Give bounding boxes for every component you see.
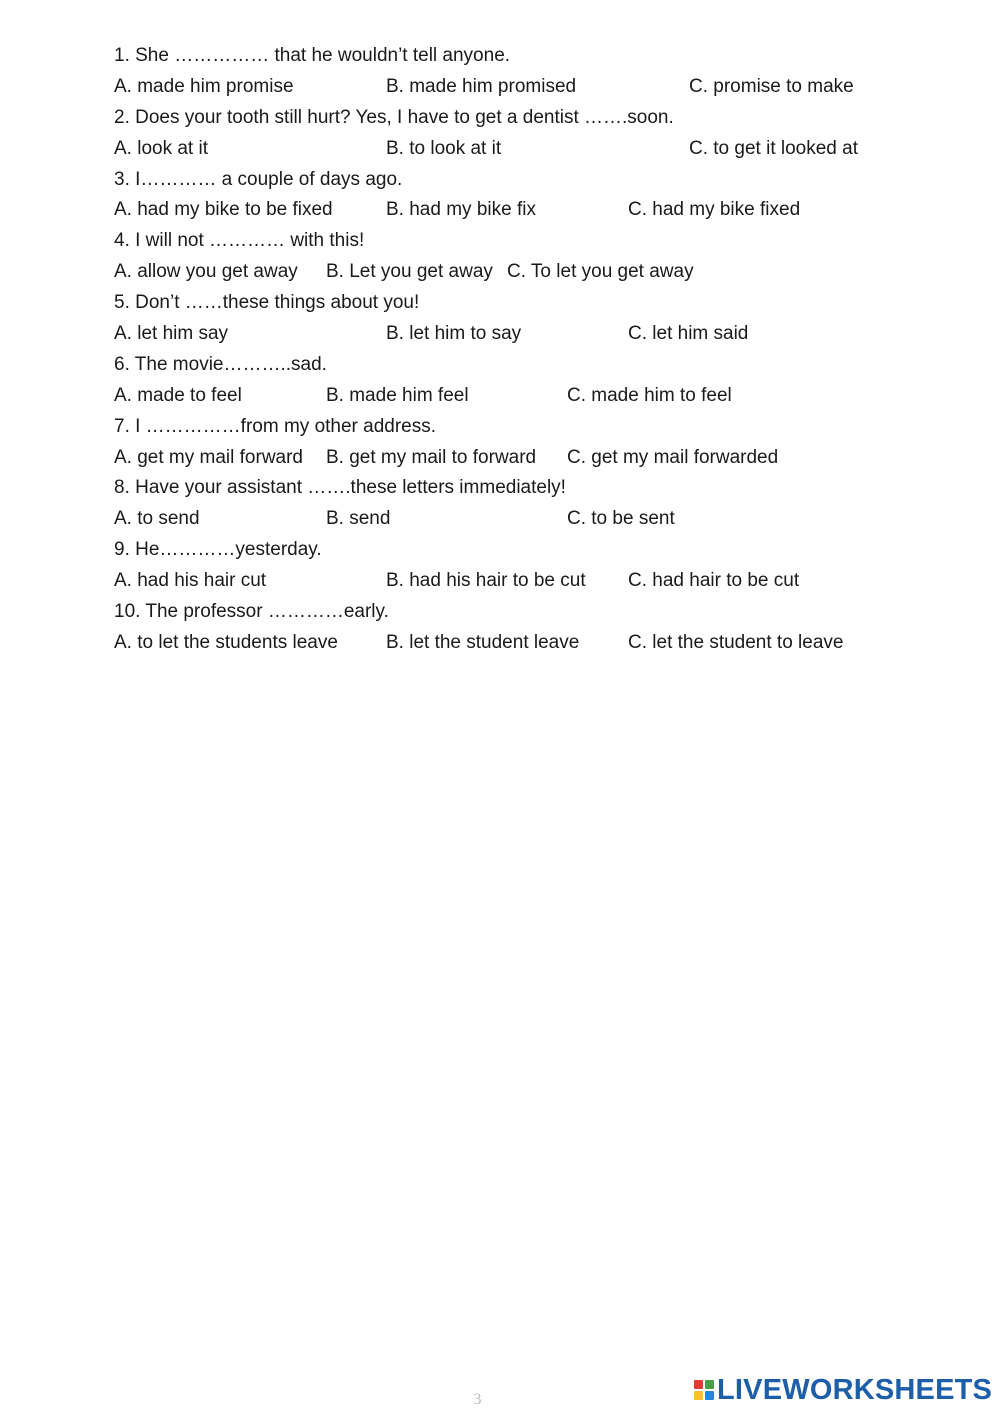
logo-square-blue [705,1391,714,1400]
question-3-options [114,195,894,226]
question-4-stem: 4. I will not ………… with this! [114,230,365,252]
question-3-option-b: B. had my bike fix [386,199,536,221]
question-3-option-c: C. had my bike fixed [628,199,801,221]
question-9-option-c: C. had hair to be cut [628,570,800,592]
question-2-option-b: B. to look at it [386,137,502,159]
question-5-option-a: A. let him say [114,323,229,345]
question-7-option-b: B. get my mail to forward [326,446,537,468]
question-6-options [114,381,894,412]
question-8-stem: 8. Have your assistant …….these letters immediately! [114,477,566,499]
question-2-options [114,134,894,165]
question-8-option-a: A. to send [114,508,200,530]
question-7-option-a: A. get my mail forward [114,446,303,468]
question-4-option-c: C. To let you get away [507,261,694,283]
question-10-option-c: C. let the student to leave [628,631,844,653]
question-8-option-b: B. send [326,508,391,530]
logo-square-yellow [694,1391,703,1400]
question-10-stem: 10. The professor …………early. [114,601,389,623]
page-number: 3 [473,1391,482,1408]
question-3-stem: 3. I………… a couple of days ago. [114,168,403,190]
worksheet [114,41,894,659]
question-6-option-a: A. made to feel [114,384,242,406]
question-6-option-c: C. made him to feel [567,384,732,406]
question-1-stem: 1. She …………… that he wouldn’t tell anyone. [114,45,511,66]
question-6-option-b: B. made him feel [326,384,469,406]
question-5-stem: 5. Don’t ……these things about you! [114,292,420,314]
question-7-option-c: C. get my mail forwarded [567,446,779,468]
question-1-options [114,72,894,103]
question-10-option-b: B. let the student leave [386,631,580,653]
question-4-option-a: A. allow you get away [114,261,298,283]
liveworksheets-logo [694,1372,992,1408]
question-5-options [114,319,894,350]
question-10-options [114,628,894,659]
question-2-option-a: A. look at it [114,137,208,159]
question-4-option-b: B. Let you get away [326,261,493,283]
question-7-stem: 7. I ……………from my other address. [114,415,437,437]
question-9-options [114,566,894,597]
question-2-option-c: C. to get it looked at [689,137,858,159]
brand-name: LIVEWORKSHEETS [717,1373,993,1406]
question-1-option-b: B. made him promised [386,75,577,97]
question-8-option-c: C. to be sent [567,508,675,530]
question-1-option-c: C. promise to make [689,75,854,97]
question-3-option-a: A. had my bike to be fixed [114,199,333,221]
question-9-stem: 9. He…………yesterday. [114,539,322,561]
question-2-stem: 2. Does your tooth still hurt? Yes, I have to get a dentist …….soon. [114,106,674,128]
question-10-option-a: A. to let the students leave [114,631,338,653]
question-7-options [114,443,894,474]
question-9-option-b: B. had his hair to be cut [386,570,586,592]
logo-square-red [694,1380,703,1389]
question-9-option-a: A. had his hair cut [114,570,267,592]
question-5-option-c: C. let him said [628,323,749,345]
question-8-options [114,504,894,535]
logo-square-green [705,1380,714,1389]
liveworksheets-grid-icon [694,1380,714,1400]
question-4-options [114,257,894,288]
question-5-option-b: B. let him to say [386,323,522,345]
question-6-stem: 6. The movie………..sad. [114,353,327,375]
question-1-option-a: A. made him promise [114,75,294,97]
